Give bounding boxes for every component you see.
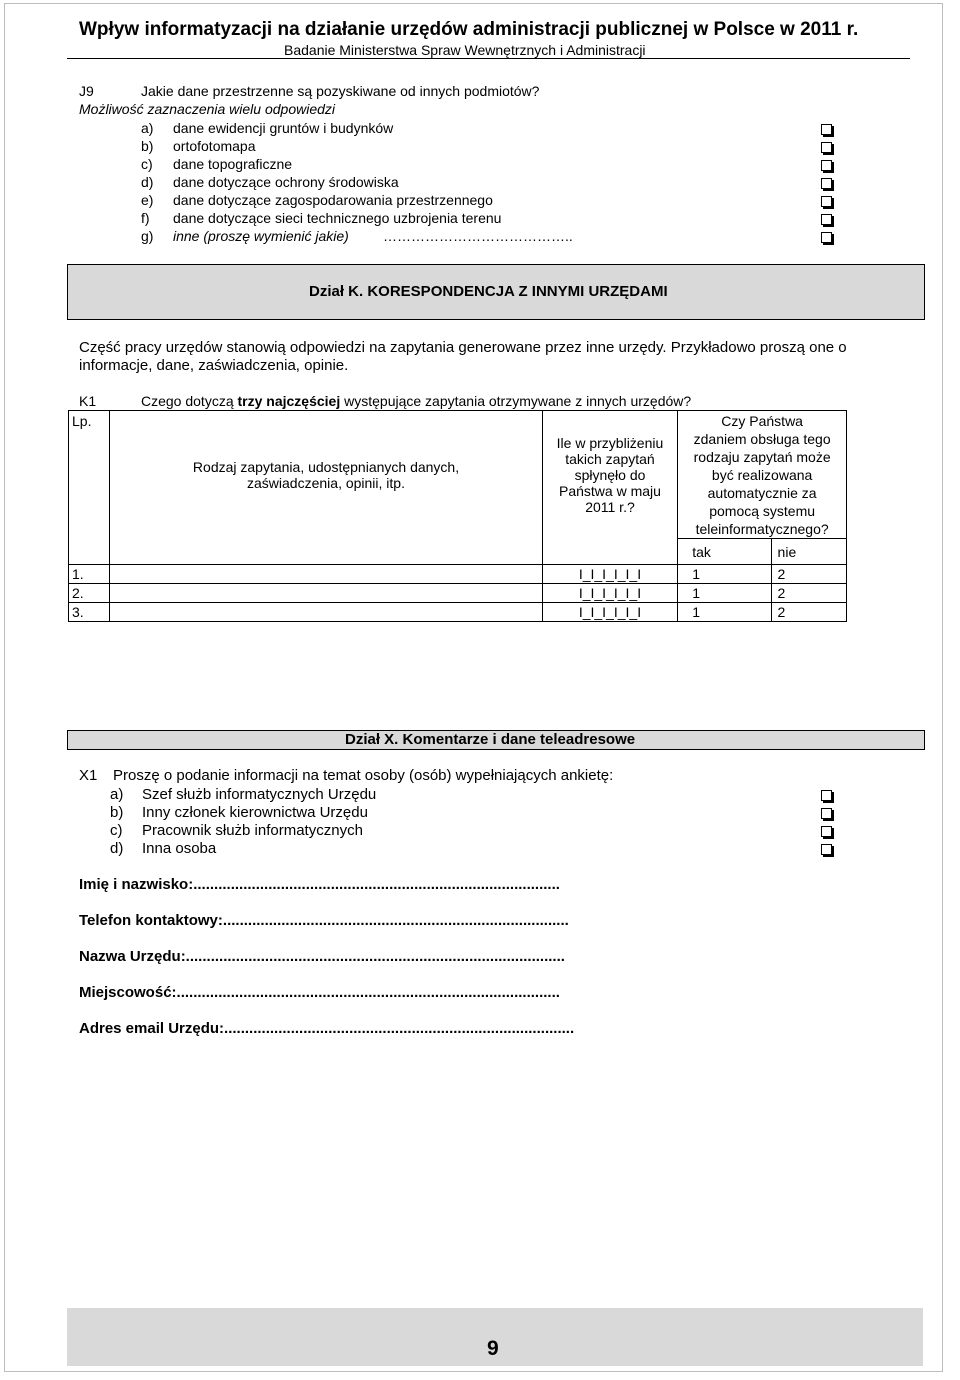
checkbox-j9-f[interactable] <box>821 214 832 225</box>
option-label: ortofotomapa <box>173 138 256 154</box>
office-name-field[interactable]: Nazwa Urzędu:........................................................................................... <box>79 948 565 965</box>
k1-row-yes-option[interactable]: 1 <box>678 565 771 584</box>
section-k-intro: Część pracy urzędów stanowią odpowiedzi na zapytania generowane przez inne urzędy. Przykładowo proszą one o <box>79 339 847 356</box>
k1-col-auto-line: teleinformatycznego? <box>695 521 829 537</box>
table-row <box>69 584 847 603</box>
k1-row-type-input[interactable] <box>110 584 542 603</box>
city-field[interactable]: Miejscowość:............................................................................................ <box>79 984 560 1001</box>
k1-col-count-line: Państwa w maju <box>559 482 661 499</box>
k1-row-lp: 3. <box>69 603 110 622</box>
k1-row-type-input[interactable] <box>110 565 542 584</box>
checkbox-j9-g[interactable] <box>821 232 832 243</box>
option-letter: e) <box>141 192 154 208</box>
k1-cell-empty <box>542 539 678 565</box>
question-j9-note: Możliwość zaznaczenia wielu odpowiedzi <box>79 101 336 117</box>
k1-row-lp: 2. <box>69 584 110 603</box>
k1-col-auto <box>678 411 847 539</box>
checkbox-j9-b[interactable] <box>821 142 832 153</box>
checkbox-j9-a[interactable] <box>821 124 832 135</box>
k1-no-header: nie <box>771 539 846 565</box>
k1-col-auto-line: Czy Państwa <box>721 413 803 429</box>
k1-col-count-line: Ile w przybliżeniu <box>556 434 664 451</box>
section-k-intro-2: informacje, dane, zaświadczenia, opinie. <box>79 357 349 374</box>
checkbox-j9-e[interactable] <box>821 196 832 207</box>
k1-col-auto-line: być realizowana <box>711 467 813 483</box>
k1-row-type-input[interactable] <box>110 603 542 622</box>
question-k1-part: występujące zapytania otrzymywane z innych urzędów? <box>340 393 692 409</box>
phone-field[interactable]: Telefon kontaktowy:................................................................................... <box>79 912 569 929</box>
k1-cell-empty <box>110 539 542 565</box>
page-frame <box>4 3 943 1372</box>
question-k1-emphasis: trzy najczęściej <box>237 393 341 409</box>
option-label: Pracownik służb informatycznych <box>142 822 363 839</box>
option-letter: d) <box>141 174 154 190</box>
email-field[interactable]: Adres email Urzędu:.................................................................................... <box>79 1020 575 1037</box>
question-code-x1: X1 <box>79 767 98 784</box>
option-label: dane dotyczące sieci technicznego uzbrojenia terenu <box>173 210 502 226</box>
k1-col-count-line: 2011 r.? <box>585 498 635 515</box>
document-title: Wpływ informatyzacji na działanie urzędów administracji publicznej w Polsce w 2011 r. <box>79 19 859 40</box>
k1-row-count-input[interactable]: I_I_I_I_I_I <box>542 584 678 603</box>
k1-col-count <box>542 411 678 539</box>
k1-row-yes-option[interactable]: 1 <box>678 584 771 603</box>
checkbox-x1-a[interactable] <box>821 790 832 801</box>
name-field[interactable]: Imię i nazwisko:........................................................................................ <box>79 876 560 893</box>
header-rule <box>67 58 910 59</box>
k1-col-auto-line: pomocą systemu <box>709 503 816 519</box>
question-code-j9: J9 <box>79 83 94 99</box>
table-row <box>69 603 847 622</box>
k1-col-lp: Lp. <box>69 411 110 539</box>
question-k1 <box>141 393 691 409</box>
question-j9: Jakie dane przestrzenne są pozyskiwane od innych podmiotów? <box>141 83 540 99</box>
k1-col-type-line: Rodzaj zapytania, udostępnianych danych, <box>192 458 460 475</box>
document-subtitle: Badanie Ministerstwa Spraw Wewnętrznych i Administracji <box>284 42 646 58</box>
k1-col-type <box>110 411 542 539</box>
k1-col-type-line: zaświadczenia, opinii, itp. <box>247 474 405 491</box>
k1-table <box>68 410 847 622</box>
checkbox-x1-d[interactable] <box>821 844 832 855</box>
section-k-title: Dział K. KORESPONDENCJA Z INNYMI URZĘDAMI <box>309 283 668 300</box>
k1-col-count-line: spłynęło do <box>574 466 646 483</box>
option-label: Inna osoba <box>142 840 217 857</box>
option-fill-line[interactable]: ………………………………….. <box>383 228 573 244</box>
k1-row-no-option[interactable]: 2 <box>771 603 846 622</box>
k1-col-auto-line: zdaniem obsługa tego <box>693 431 831 447</box>
checkbox-x1-b[interactable] <box>821 808 832 819</box>
k1-row-count-input[interactable]: I_I_I_I_I_I <box>542 603 678 622</box>
k1-col-count-line: takich zapytań <box>565 450 655 467</box>
k1-row-lp: 1. <box>69 565 110 584</box>
option-letter: d) <box>110 840 124 857</box>
option-letter: c) <box>141 156 153 172</box>
option-label: dane dotyczące zagospodarowania przestrzennego <box>173 192 493 208</box>
k1-header-row <box>69 411 847 539</box>
option-letter: c) <box>110 822 123 839</box>
option-label: Inny członek kierownictwa Urzędu <box>142 804 368 821</box>
k1-row-no-option[interactable]: 2 <box>771 584 846 603</box>
checkbox-x1-c[interactable] <box>821 826 832 837</box>
k1-row-count-input[interactable]: I_I_I_I_I_I <box>542 565 678 584</box>
question-code-k1: K1 <box>79 393 97 409</box>
checkbox-j9-c[interactable] <box>821 160 832 171</box>
k1-row-yes-option[interactable]: 1 <box>678 603 771 622</box>
k1-subheader-row <box>69 539 847 565</box>
question-k1-part: Czego dotyczą <box>141 393 238 409</box>
option-letter: b) <box>141 138 154 154</box>
k1-row-no-option[interactable]: 2 <box>771 565 846 584</box>
option-label: dane topograficzne <box>173 156 293 172</box>
option-label: dane ewidencji gruntów i budynków <box>173 120 394 136</box>
checkbox-j9-d[interactable] <box>821 178 832 189</box>
option-letter: g) <box>141 228 154 244</box>
section-x-title: Dział X. Komentarze i dane teleadresowe <box>345 731 636 748</box>
option-letter: a) <box>110 786 124 803</box>
option-letter: b) <box>110 804 124 821</box>
table-row <box>69 565 847 584</box>
page-number: 9 <box>487 1337 499 1360</box>
k1-col-auto-line: automatycznie za <box>707 485 817 501</box>
k1-cell-empty <box>69 539 110 565</box>
option-letter: f) <box>141 210 150 226</box>
option-letter: a) <box>141 120 154 136</box>
k1-col-auto-line: rodzaju zapytań może <box>693 449 831 465</box>
option-label: dane dotyczące ochrony środowiska <box>173 174 399 190</box>
question-x1: Proszę o podanie informacji na temat osoby (osób) wypełniających ankietę: <box>113 767 614 784</box>
option-label: Szef służb informatycznych Urzędu <box>142 786 377 803</box>
option-label: inne (proszę wymienić jakie) <box>173 228 349 244</box>
k1-yes-header: tak <box>678 539 771 565</box>
